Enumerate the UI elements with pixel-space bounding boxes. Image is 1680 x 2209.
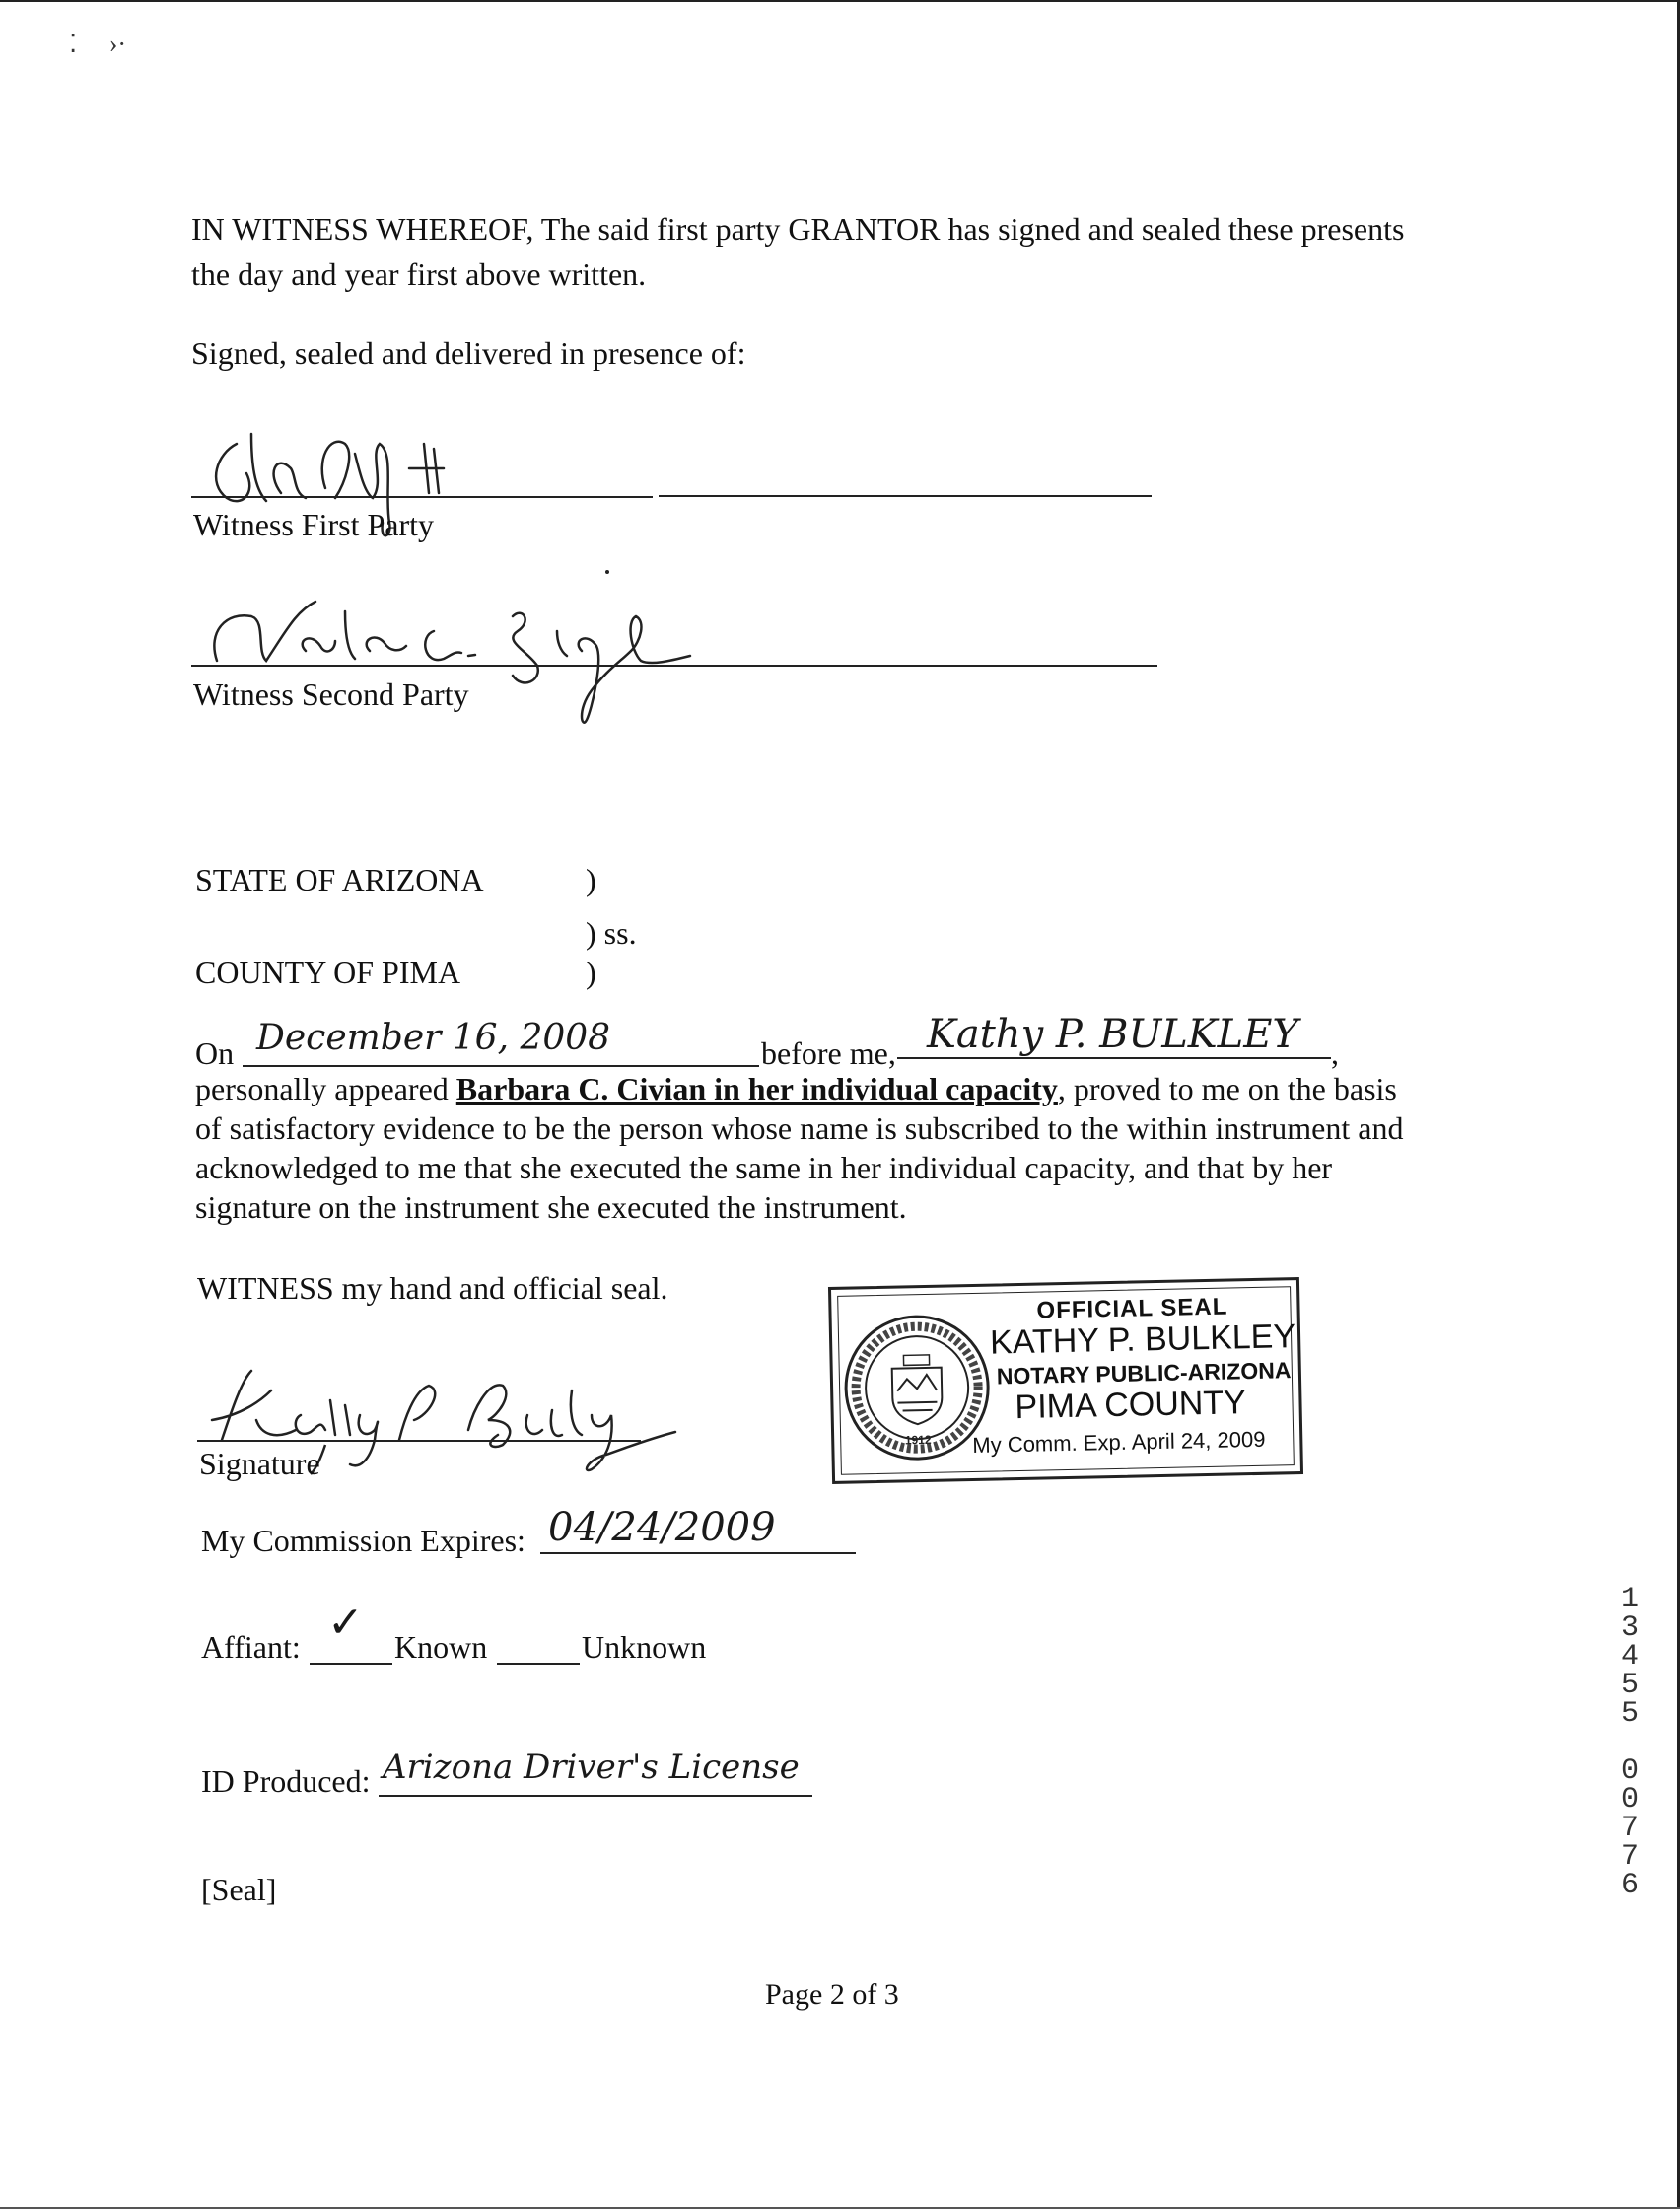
scan-specks: ⁚ ›· [69,30,127,58]
ack-before-me: before me, [761,1035,896,1071]
ack-line2: of satisfactory evidence to be the person whose name is subscribed to the within instrument and [195,1110,1404,1146]
witness-first-line-ext [659,495,1152,497]
venue-paren-1: ) [586,862,596,897]
witness-first-label: Witness First Party [193,507,435,542]
ack-notary-line [897,1057,1331,1059]
ack-date-line [243,1065,759,1067]
seal-label: [Seal] [201,1872,277,1907]
venue-ss: ) ss. [586,915,637,951]
recording-number-char: 1 [1620,1583,1639,1616]
notary-stamp [828,1277,1303,1484]
signed-sealed-text: Signed, sealed and delivered in presence of: [191,335,746,371]
notary-signature-line [197,1440,641,1442]
recording-number-char: 0 [1620,1783,1639,1817]
affiant-known-check: ✓ [327,1598,364,1648]
signature-label: Signature [199,1446,320,1481]
ack-personally-appeared: personally appeared [195,1071,456,1106]
ack-line1-rest: , proved to me on the basis [1057,1071,1397,1106]
witness-first-line [191,496,653,498]
commission-label: My Commission Expires: [201,1523,525,1558]
ack-line3: acknowledged to me that she executed the same in her individual capacity, and that by her [195,1150,1333,1185]
stamp-line2: KATHY P. BULKLEY [989,1318,1296,1362]
ack-paragraph [195,1069,1477,1227]
affiant-unknown: Unknown [582,1629,707,1665]
ack-on-label: On [195,1035,235,1071]
recording-number-char: 6 [1620,1869,1639,1902]
recording-number-char: 7 [1620,1812,1639,1845]
recording-number-char: 0 [1620,1754,1639,1788]
affiant-unknown-blank [497,1663,580,1665]
id-produced-line [379,1795,812,1797]
stamp-line1: OFFICIAL SEAL [1036,1293,1228,1324]
ack-appearer: Barbara C. Civian in her individual capacity [455,1071,1058,1106]
witness-clause-line1: IN WITNESS WHEREOF, The said first party GRANTOR has signed and sealed these presents [191,211,1405,247]
recording-number-char: 5 [1620,1697,1639,1731]
id-produced-value: Arizona Driver's License [383,1747,800,1787]
commission-value: 04/24/2009 [548,1505,776,1550]
witness-hand-text: WITNESS my hand and official seal. [197,1270,668,1306]
scan-border-top [0,0,1680,2]
ack-notary-handwritten: Kathy P. BULKLEY [927,1012,1298,1057]
witness-second-label: Witness Second Party [193,677,469,712]
witness-clause-line2: the day and year first above written. [191,256,647,292]
affiant-label: Affiant: [201,1629,301,1665]
venue-paren-2: ) [586,955,596,990]
commission-line [540,1552,856,1554]
stamp-line5: My Comm. Exp. April 24, 2009 [972,1426,1266,1458]
recording-number-char: 5 [1620,1669,1639,1702]
recording-number-char: 3 [1620,1611,1639,1645]
state-seal-year: 1912 [904,1432,932,1448]
venue-state: STATE OF ARIZONA [195,862,484,897]
witness-second-line [191,665,1157,667]
recording-number-char: 7 [1620,1840,1639,1874]
ack-line4: signature on the instrument she executed the instrument. [195,1189,907,1225]
page-footer: Page 2 of 3 [765,1978,899,2011]
recording-number-char: 4 [1620,1640,1639,1674]
ack-date-handwritten: December 16, 2008 [256,1018,611,1058]
stamp-line3: NOTARY PUBLIC-ARIZONA [996,1357,1292,1390]
recording-number-char [1615,1729,1645,1757]
ack-comma: , [1331,1035,1339,1071]
witness-second-signature [197,572,730,754]
venue-county: COUNTY OF PIMA [195,955,461,990]
affiant-known-blank [310,1663,392,1665]
stamp-line4: PIMA COUNTY [1015,1384,1247,1427]
state-seal-emblem [842,1313,993,1463]
affiant-known: Known [394,1629,488,1665]
id-produced-label: ID Produced: [201,1763,371,1799]
recording-number [1615,1583,1645,1902]
